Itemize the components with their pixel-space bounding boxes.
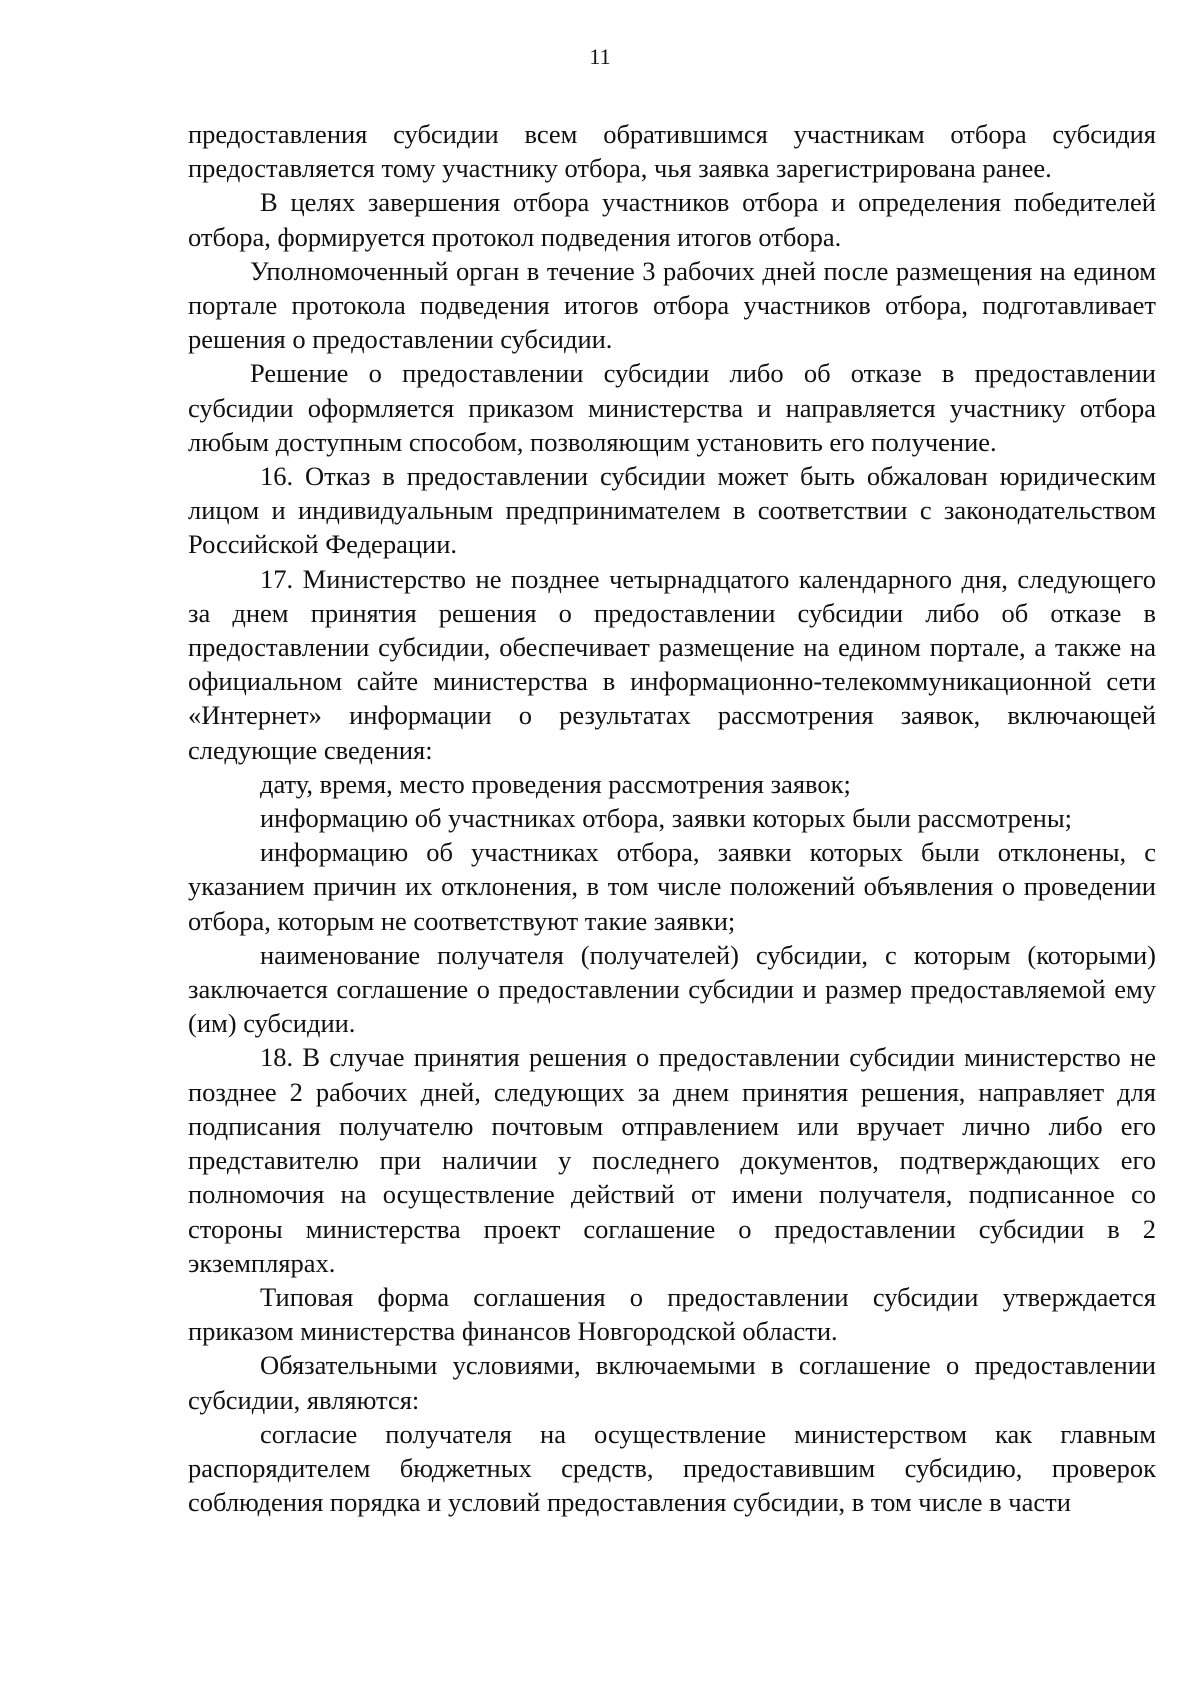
paragraph-authorized-body: Уполномоченный орган в течение 3 рабочих дней после размещения на едином портале протокола подведения итогов отбора участников отбора, подготавливает решения о предоставлении субсидии. — [188, 255, 1156, 355]
paragraph-standard-form: Типовая форма соглашения о предоставлении субсидии утверждается приказом министерства финансов Новгородской области. — [188, 1281, 1156, 1347]
paragraph-item-16: 16. Отказ в предоставлении субсидии может быть обжалован юридическим лицом и индивидуальным предпринимателем в соответствии с законодательством Российской Федерации. — [188, 461, 1156, 560]
paragraph-decision: Решение о предоставлении субсидии либо об отказе в предоставлении субсидии оформляется приказом министерства и направляется участнику отбора любым доступным способом, позволяющим установить его получение. — [188, 358, 1156, 457]
list-item-rejected-participants: информацию об участниках отбора, заявки которых были отклонены, с указанием причин их отклонения, в том числе положений объявления о проведении отбора, которым не соответствуют такие заявки; — [188, 837, 1156, 936]
paragraph-item-17: 17. Министерство не позднее четырнадцатого календарного дня, следующего за днем принятия решения о предоставлении субсидии либо об отказе в предоставлении субсидии, обеспечивает размещение на едином портале, а также на официальном сайте министерства в информационно-телекоммуникационной сети «Интернет» информации о результатах рассмотрения заявок, включающей следующие сведения: — [188, 563, 1156, 765]
paragraph-item-18: 18. В случае принятия решения о предоставлении субсидии министерство не позднее 2 рабочих дней, следующих за днем принятия решения, направляет для подписания получателю почтовым отправлением или вручает лично либо его представителю при наличии у последнего документов, подтверждающих его полномочия на осуществление действий от имени получателя, подписанное со стороны министерства проект соглашение о предоставлении субсидии в 2 экземплярах. — [188, 1042, 1156, 1278]
list-item-recipient-name: наименование получателя (получателей) субсидии, с которым (которыми) заключается соглашение о предоставлении субсидии и размер предоставляемой ему (им) субсидии. — [188, 939, 1156, 1039]
list-item-consent-to-checks: согласие получателя на осуществление министерством как главным распорядителем бюджетных средств, предоставившим субсидию, проверок соблюдения порядка и условий предоставления субсидии, в том числе в части — [188, 1418, 1156, 1518]
paragraph-mandatory-conditions: Обязательными условиями, включаемыми в соглашение о предоставлении субсидии, являются: — [188, 1350, 1156, 1415]
list-item-date-time: дату, время, место проведения рассмотрения заявок; — [260, 768, 851, 799]
page-number: 11 — [589, 44, 611, 69]
list-item-reviewed-participants: информацию об участниках отбора, заявки которых были рассмотрены; — [260, 803, 1073, 834]
document-body — [188, 117, 1156, 1519]
paragraph-continuation: предоставления субсидии всем обратившимся участникам отбора субсидия предоставляется тому участнику отбора, чья заявка зарегистрирована ранее. — [188, 119, 1156, 184]
paragraph-completion-of-selection: В целях завершения отбора участников отбора и определения победителей отбора, формируется протокол подведения итогов отбора. — [188, 187, 1156, 252]
